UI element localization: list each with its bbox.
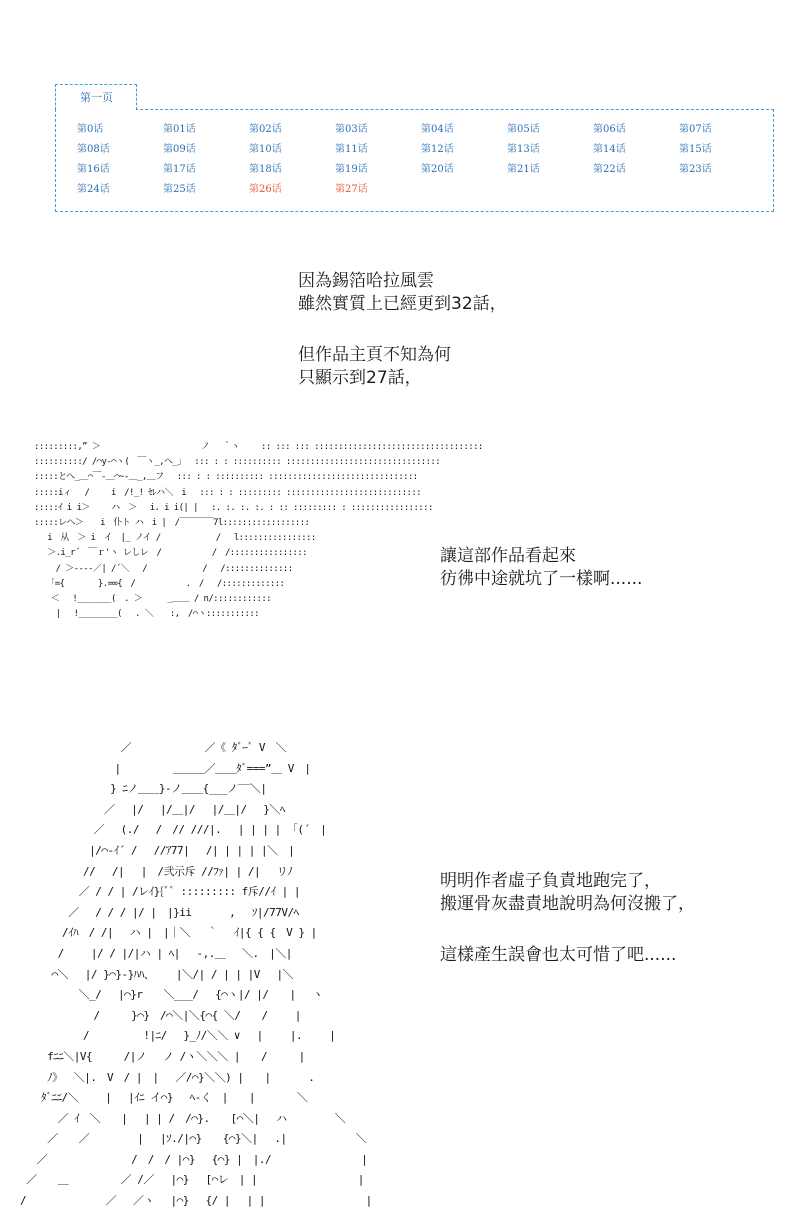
caption-update-status: 因為錫箔哈拉風雲 雖然實質上已經更到32話， xyxy=(298,271,507,314)
chapter-link[interactable]: 第15话 xyxy=(679,144,712,155)
ascii-art-character-1: :::::::::,” ＞ ノ ｀ヽ :: ::: ::: ::::::::::::::::::::::::::::::::::: ::::::::::/ /⌒y‐⌒ヽ( ￣ヽ_,ヘ_」 ::: : : :::::::::: :::::::::::::::::::::::::::::::: :::::とへ_＿⌒￣‐＿⌒~‐＿_,＿フ ::: : : :::::::::: ::::::::::::::::::::::::::::::: :::::iィ / i /!_! ｾﾚハ＼ i ::: : : ::::::::: :::::::::::::::::::::::::::: :::::ｲ i i＞ ハ ＞ i. i i(| | :. :. :. :. : :: ::::::::: : ::::::::::::::::: :::::レヘ＞ i 仆ト ハ i | /￣￣￣￣7l:::::::::::::::::: i 从 ＞ i イ |_ ノイ / / l:::::::::::::::: ＞.i_r´ ￣ｒ'ヽ レしレ / / /:::::::::::::::: / ＞‐‐‐‐／| /´＼ / / /:::::::::::::: 「={ }.=∞{ / . / /::::::::::::: ＜ !_______( . ＞ _＿＿ / n/:::::::::::: | !________( . ＼ :, /⌒ヽ::::::::::: xyxy=(34,442,483,620)
caption-author-finished: 明明作者虛子負責地跑完了， 搬運骨灰盡責地說明為何沒搬了， xyxy=(440,871,695,914)
caption-abandoned-impression: 讓這部作品看起來 彷彿中途就坑了一樣啊...... xyxy=(440,546,643,589)
chapter-link[interactable]: 第19话 xyxy=(335,164,368,175)
ascii-art-character-2: ／ ／《 ﾀﾞｰﾞ V ＼ | ＿＿＿／＿＿ﾀﾞ===”＿ V | } ﾆノ＿＿}‐ノ＿＿{___ノ‾‾＼| ／ |/ |/＿|/ |/＿|/ }＼ﾍ ／ (./ / // ///|. | | | | 「(´ | |/⌒‐ｲ´ / //ｱ77| /| | | | |＼ | // /| | /弐示斥 //ﾌｧ| | /| リﾉ ／ / / | /レｲ}{ﾞﾞ ::::::::: f斥//ｲ | | ／ / / / |/ | |}ii , ｿ|/77V/ﾍ /ｲﾊ / /| ハ | |｜＼ ｀ ｲ|{ { { V } | / |/ / |/|ハ | ﾍ| ‐,.＿ ＼. |＼| ⌒＼ |/ }⌒}-}ﾊﾊ、 |＼/| / | | |V |＼ ＼_/ |⌒}r ＼___/ {⌒ヽ|/ |/ | ヽ / }⌒} /⌒＼|＼{⌒{ ＼/ / | / !|ﾆ/ }_ﾉ/＼＼ ∨ | |. | fﾆﾆ＼|V{ /|ノ ノ /ヽ＼＼＼ | / | ﾉ》 ＼|. V / | | ／/⌒}＼＼) | | . ﾀﾞﾆﾆ/＼ | |ｲﾆ イ⌒} ﾍ‐く | | ＼ ／ ｲ ＼ | | | / /⌒}. [⌒＼| ハ ＼ ／ ／ | |ｿ./|⌒} {⌒}＼| .| ＼ ／ / / / |⌒} {⌒} | |./ | ／ ＿ ／ /／ |⌒} [⌒レ | | | / ／ ／ヽ |⌒} {/ | | | | xyxy=(20,741,372,1208)
chapter-link[interactable]: 第02话 xyxy=(249,124,282,135)
chapter-link[interactable]: 第21话 xyxy=(507,164,540,175)
chapter-link[interactable]: 第03话 xyxy=(335,124,368,135)
chapter-link[interactable]: 第0话 xyxy=(77,124,104,135)
chapter-link[interactable]: 第18话 xyxy=(249,164,282,175)
caption-homepage-status: 但作品主頁不知為何 只顯示到27話， xyxy=(298,345,451,388)
chapter-link[interactable]: 第27话 xyxy=(335,184,368,195)
chapter-link[interactable]: 第16话 xyxy=(77,164,110,175)
chapter-link[interactable]: 第08话 xyxy=(77,144,110,155)
chapter-link[interactable]: 第14话 xyxy=(593,144,626,155)
tab-first-page[interactable]: 第一页 xyxy=(55,84,137,110)
chapter-link[interactable]: 第24话 xyxy=(77,184,110,195)
chapter-link[interactable]: 第26话 xyxy=(249,184,282,195)
chapter-link[interactable]: 第20话 xyxy=(421,164,454,175)
chapter-link[interactable]: 第17话 xyxy=(163,164,196,175)
chapter-link[interactable]: 第11话 xyxy=(335,144,368,155)
caption-misunderstanding: 這樣產生誤會也太可惜了吧...... xyxy=(440,945,677,965)
chapter-link[interactable]: 第04话 xyxy=(421,124,454,135)
chapter-link[interactable]: 第23话 xyxy=(679,164,712,175)
chapter-link[interactable]: 第05话 xyxy=(507,124,540,135)
chapter-link[interactable]: 第07话 xyxy=(679,124,712,135)
chapter-link[interactable]: 第09话 xyxy=(163,144,196,155)
chapter-link[interactable]: 第06话 xyxy=(593,124,626,135)
chapter-link[interactable]: 第10话 xyxy=(249,144,282,155)
chapter-link[interactable]: 第12话 xyxy=(421,144,454,155)
chapter-link[interactable]: 第13话 xyxy=(507,144,540,155)
chapter-link[interactable]: 第01话 xyxy=(163,124,196,135)
chapter-link[interactable]: 第25话 xyxy=(163,184,196,195)
chapter-link[interactable]: 第22话 xyxy=(593,164,626,175)
chapter-list xyxy=(77,120,757,200)
